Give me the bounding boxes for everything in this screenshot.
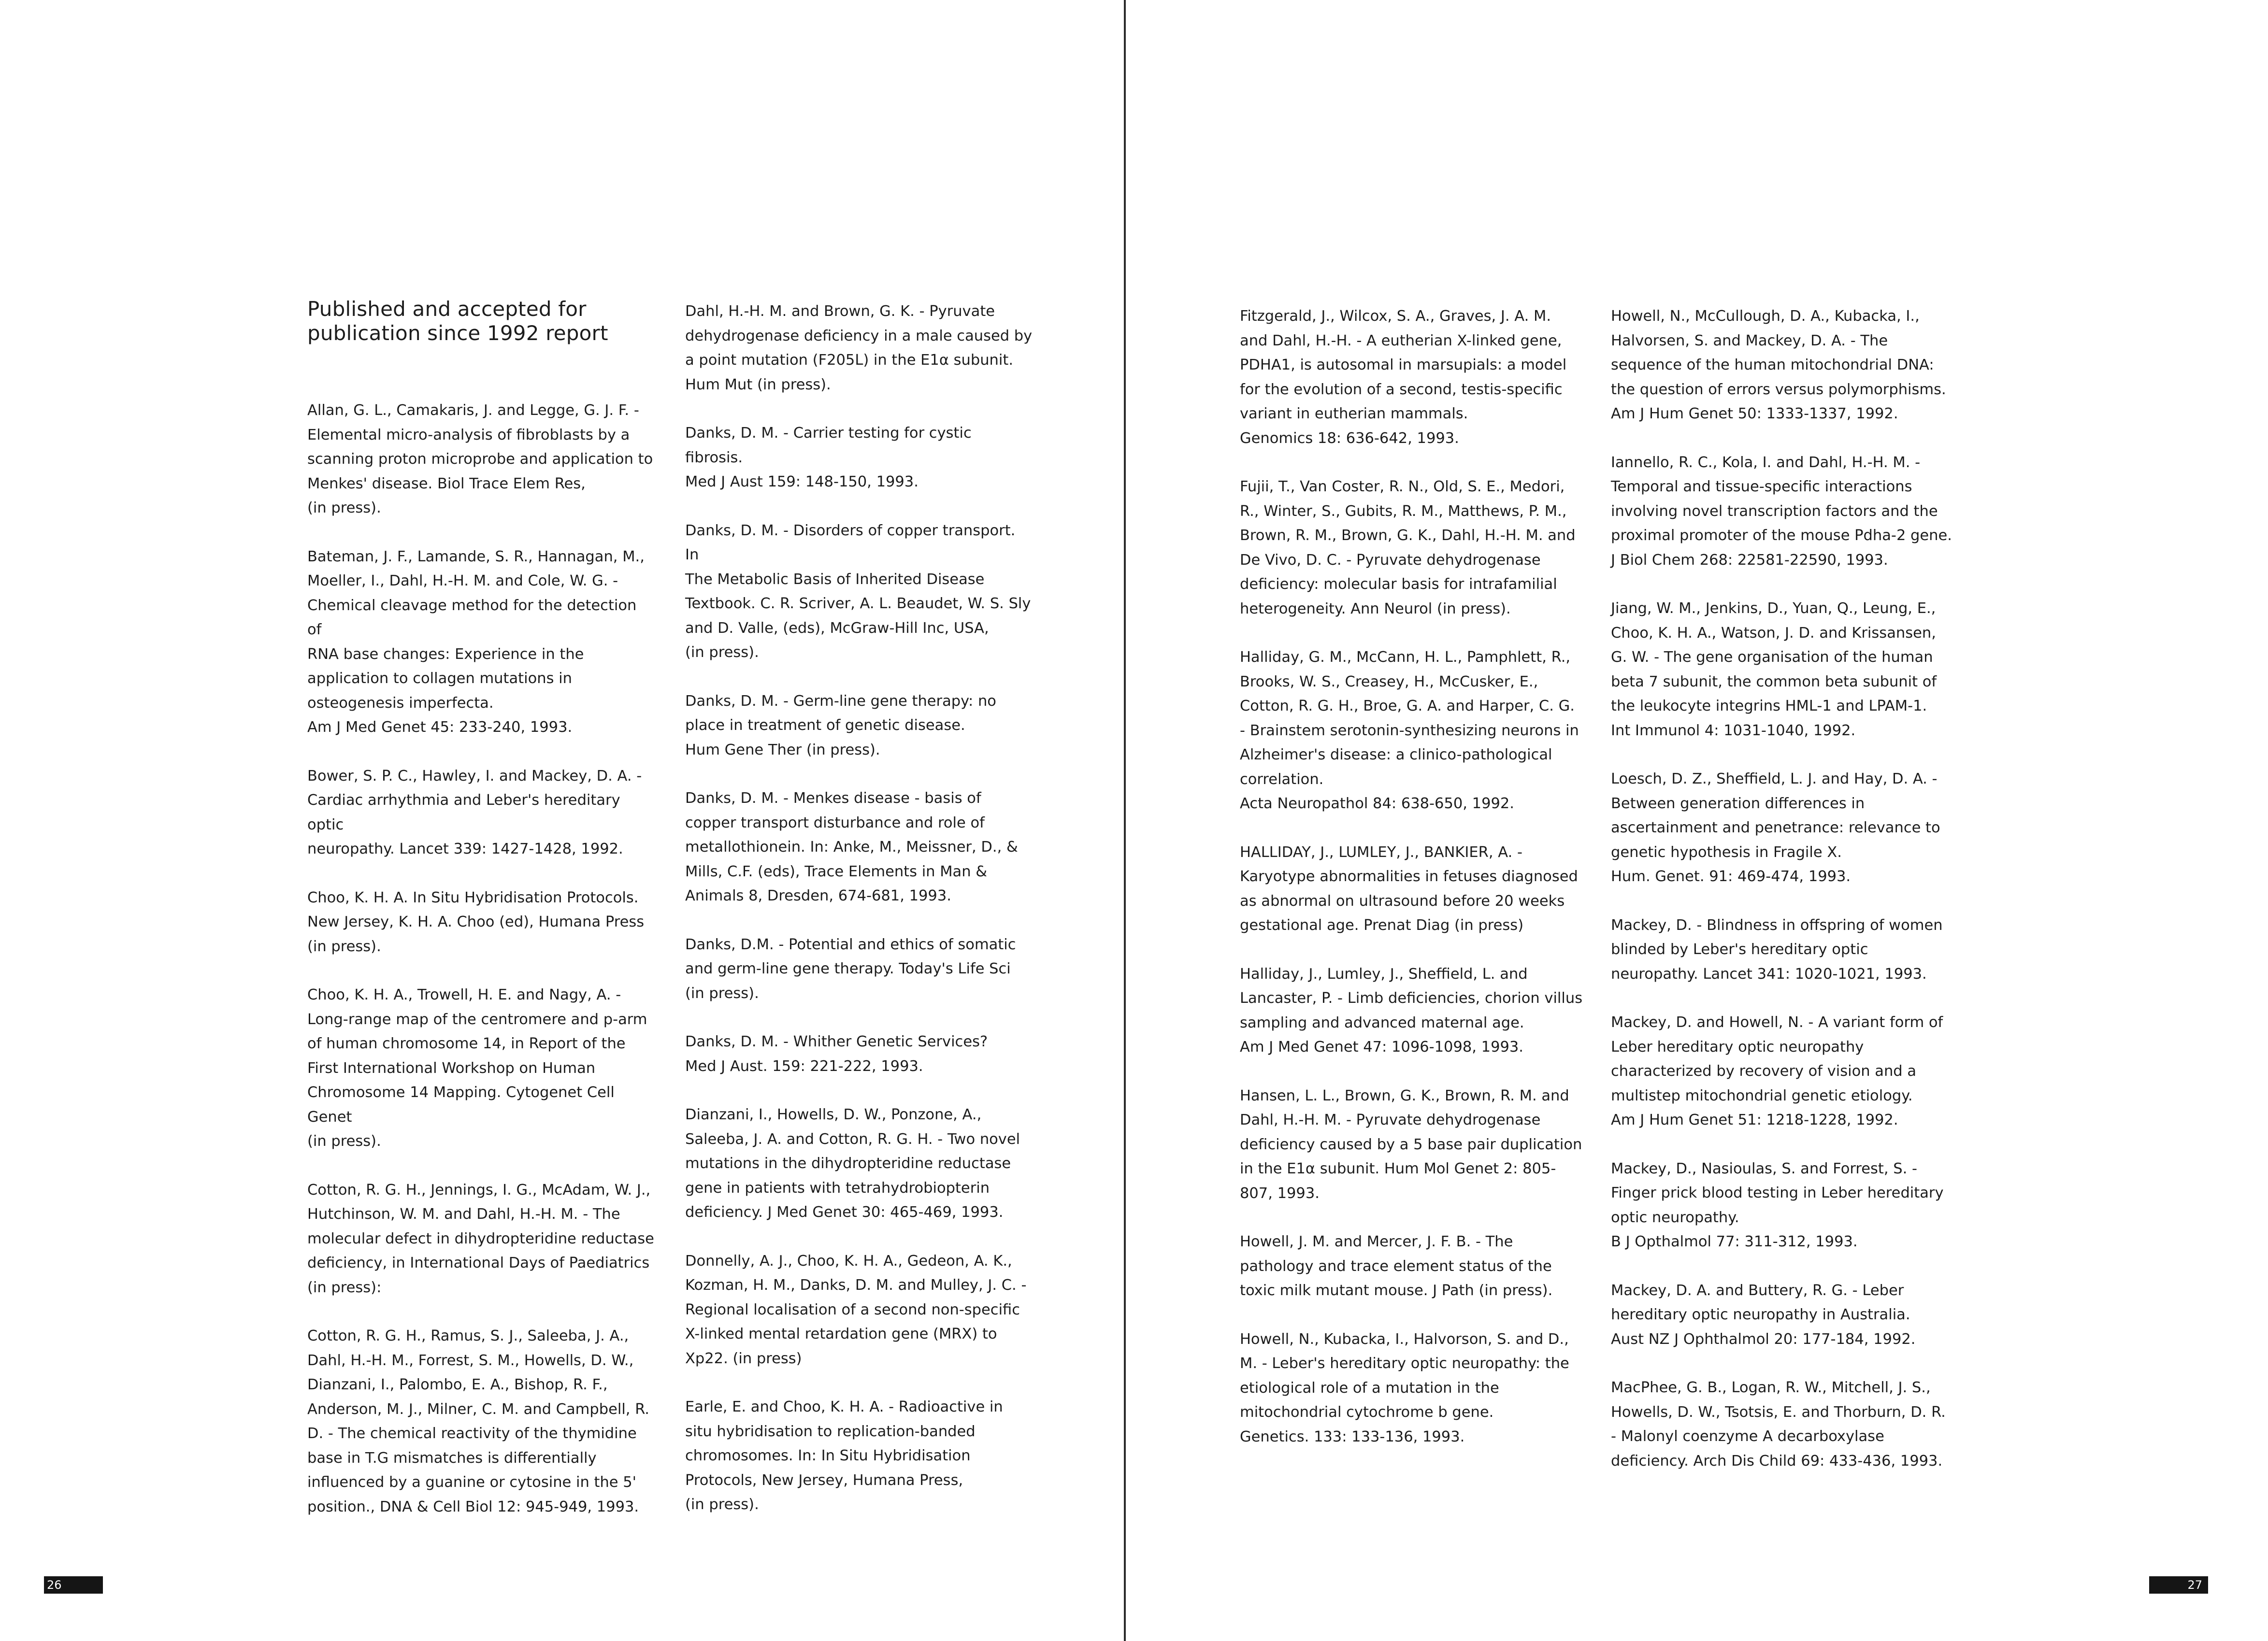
reference-entry: Choo, K. H. A., Trowell, H. E. and Nagy, A. - Long-range map of the centromere and p-arm of human chromosome 14, in Report of the First International Workshop on Human Chromosome 14 Mapping. Cytogenet Cell Genet (in press). — [307, 986, 647, 1150]
reference-entry: HALLIDAY, J., LUMLEY, J., BANKIER, A. - Karyotype abnormalities in fetuses diagnosed as abnormal on ultrasound before 20 weeks gestational age. Prenat Diag (in press) — [1240, 843, 1578, 934]
reference-entry: Fitzgerald, J., Wilcox, S. A., Graves, J. A. M. and Dahl, H.-H. - A eutherian X-linked gene, PDHA1, is autosomal in marsupials: a model for the evolution of a second, testis-specific variant in eutherian mammals. Genomics 18: 636-642, 1993. — [1240, 308, 1567, 447]
reference-entry: Danks, D.M. - Potential and ethics of somatic and germ-line gene therapy. Today's Life Sci (in press). — [685, 936, 1016, 1002]
reference-entry: Dahl, H.-H. M. and Brown, G. K. - Pyruvate dehydrogenase deficiency in a male caused by a point mutation (F205L) in the E1α subunit. Hum Mut (in press). — [685, 303, 1033, 393]
reference-entry: Iannello, R. C., Kola, I. and Dahl, H.-H. M. - Temporal and tissue-specific interactions involving novel transcription factors and the proximal promoter of the mouse Pdha-2 gene. J Biol Chem 268: 22581-22590, 1993. — [1611, 454, 1952, 569]
reference-entry: Fujii, T., Van Coster, R. N., Old, S. E., Medori, R., Winter, S., Gubits, R. M., Matthews, P. M., Brown, R. M., Brown, G. K., Dahl, H.-H. M. and De Vivo, D. C. - Pyruvate dehydrogenase deficiency: molecular basis for intrafamilial heterogeneity. Ann Neurol (in press). — [1240, 478, 1576, 617]
reference-entry: Donnelly, A. J., Choo, K. H. A., Gedeon, A. K., Kozman, H. M., Danks, D. M. and Mulley, J. C. - Regional localisation of a second non-specific X-linked mental retardation gene (MRX) to Xp22. (in press) — [685, 1252, 1027, 1367]
reference-entry: Jiang, W. M., Jenkins, D., Yuan, Q., Leung, E., Choo, K. H. A., Watson, J. D. and Krissansen, G. W. - The gene organisation of the human beta 7 subunit, the common beta subunit of the leukocyte integrins HML-1 and LPAM-1. Int Immunol 4: 1031-1040, 1992. — [1611, 600, 1937, 739]
reference-entry: Loesch, D. Z., Sheffield, L. J. and Hay, D. A. - Between generation differences in ascertainment and penetrance: relevance to genetic hypothesis in Fragile X. Hum. Genet. 91: 469-474, 1993. — [1611, 771, 1940, 885]
reference-entry: Mackey, D. - Blindness in offspring of women blinded by Leber's hereditary optic neuropathy. Lancet 341: 1020-1021, 1993. — [1611, 916, 1943, 983]
reference-column-2 — [685, 300, 1033, 1541]
reference-column-4 — [1611, 304, 1959, 1498]
reference-entry: Choo, K. H. A. In Situ Hybridisation Protocols. New Jersey, K. H. A. Choo (ed), Humana Press (in press). — [307, 889, 645, 955]
reference-entry: Bateman, J. F., Lamande, S. R., Hannagan, M., Moeller, I., Dahl, H.-H. M. and Cole, W. G. - Chemical cleavage method for the detection of RNA base changes: Experience in the application to collagen mutations in osteogenesis imperfecta. Am J Med Genet 45: 233-240, 1993. — [307, 548, 645, 736]
reference-entry: Halliday, J., Lumley, J., Sheffield, L. and Lancaster, P. - Limb deficiencies, chorion villus sampling and advanced maternal age. Am J Med Genet 47: 1096-1098, 1993. — [1240, 965, 1583, 1056]
reference-entry: Danks, D. M. - Whither Genetic Services? Med J Aust. 159: 221-222, 1993. — [685, 1033, 988, 1075]
page-number-left: 26 — [44, 1576, 103, 1594]
reference-entry: Allan, G. L., Camakaris, J. and Legge, G. J. F. - Elemental micro-analysis of fibroblasts by a scanning proton microprobe and application to Menkes' disease. Biol Trace Elem Res, (in press). — [307, 402, 653, 516]
reference-entry: Bower, S. P. C., Hawley, I. and Mackey, D. A. - Cardiac arrhythmia and Leber's hereditary optic neuropathy. Lancet 339: 1427-1428, 1992. — [307, 767, 642, 857]
reference-entry: Halliday, G. M., McCann, H. L., Pamphlett, R., Brooks, W. S., Creasey, H., McCusker, E., Cotton, R. G. H., Broe, G. A. and Harper, C. G. - Brainstem serotonin-synthesizing neurons in Alzheimer's disease: a clinico-pathological correlation. Acta Neuropathol 84: 638-650, 1992. — [1240, 649, 1579, 812]
reference-entry: Danks, D. M. - Disorders of copper transport. In The Metabolic Basis of Inherited Disease Textbook. C. R. Scriver, A. L. Beaudet, W. S. Sly and D. Valle, (eds), McGraw-Hill Inc, USA, (in press). — [685, 522, 1031, 661]
reference-entry: Mackey, D. and Howell, N. - A variant form of Leber hereditary optic neuropathy characterized by recovery of vision and a multistep mitochondrial genetic etiology. Am J Hum Genet 51: 1218-1228, 1992. — [1611, 1014, 1943, 1128]
left-page — [0, 0, 1126, 1641]
reference-column-3 — [1240, 304, 1588, 1473]
reference-entry: Cotton, R. G. H., Jennings, I. G., McAdam, W. J., Hutchinson, W. M. and Dahl, H.-H. M. - The molecular defect in dihydropteridine reductase deficiency, in International Days of Paediatrics (in press): — [307, 1181, 654, 1296]
reference-entry: Howell, N., Kubacka, I., Halvorson, S. and D., M. - Leber's hereditary optic neuropathy: the etiological role of a mutation in the mitochondrial cytochrome b gene. Genetics. 133: 133-136, 1993. — [1240, 1330, 1569, 1445]
reference-entry: Mackey, D. A. and Buttery, R. G. - Leber hereditary optic neuropathy in Australia. Aust NZ J Ophthalmol 20: 177-184, 1992. — [1611, 1282, 1916, 1348]
reference-entry: Howell, N., McCullough, D. A., Kubacka, I., Halvorsen, S. and Mackey, D. A. - The sequence of the human mitochondrial DNA: the question of errors versus polymorphisms. Am J Hum Genet 50: 1333-1337, 1992. — [1611, 308, 1946, 422]
reference-entry: Danks, D. M. - Germ-line gene therapy: no place in treatment of genetic disease. Hum Gene Ther (in press). — [685, 692, 996, 758]
reference-entry: MacPhee, G. B., Logan, R. W., Mitchell, J. S., Howells, D. W., Tsotsis, E. and Thorburn, D. R. - Malonyl coenzyme A decarboxylase deficiency. Arch Dis Child 69: 433-436, 1993. — [1611, 1379, 1946, 1470]
reference-entry: Hansen, L. L., Brown, G. K., Brown, R. M. and Dahl, H.-H. M. - Pyruvate dehydrogenase deficiency caused by a 5 base pair duplication in the E1α subunit. Hum Mol Genet 2: 805- 807, 1993. — [1240, 1087, 1582, 1202]
page-number-right: 27 — [2149, 1576, 2208, 1594]
section-heading: Published and accepted for publication since 1992 report — [307, 297, 608, 345]
reference-entry: Cotton, R. G. H., Ramus, S. J., Saleeba, J. A., Dahl, H.-H. M., Forrest, S. M., Howells, D. W., Dianzani, I., Palombo, E. A., Bishop, R. F., Anderson, M. J., Milner, C. M. and Campbell, R. D. - The chemical reactivity of the thymidine base in T.G mismatches is differentially influenced by a guanine or cytosine in the 5' position., DNA & Cell Biol 12: 945-949, 1993. — [307, 1327, 649, 1515]
reference-entry: Dianzani, I., Howells, D. W., Ponzone, A., Saleeba, J. A. and Cotton, R. G. H. - Two novel mutations in the dihydropteridine reductase gene in patients with tetrahydrobiopterin deficiency. J Med Genet 30: 465-469, 1993. — [685, 1106, 1020, 1221]
reference-entry: Earle, E. and Choo, K. H. A. - Radioactive in situ hybridisation to replication-banded chromosomes. In: In Situ Hybridisation Protocols, New Jersey, Humana Press, (in press). — [685, 1398, 1003, 1513]
reference-entry: Mackey, D., Nasioulas, S. and Forrest, S. - Finger prick blood testing in Leber hereditary optic neuropathy. B J Opthalmol 77: 311-312, 1993. — [1611, 1160, 1944, 1250]
reference-column-1 — [307, 297, 655, 1543]
reference-entry: Danks, D. M. - Menkes disease - basis of copper transport disturbance and role of metallothionein. In: Anke, M., Meissner, D., & Mills, C.F. (eds), Trace Elements in Man & Animals 8, Dresden, 674-681, 1993. — [685, 790, 1018, 904]
reference-entry: Howell, J. M. and Mercer, J. F. B. - The pathology and trace element status of the toxic milk mutant mouse. J Path (in press). — [1240, 1233, 1553, 1299]
reference-entry: Danks, D. M. - Carrier testing for cystic fibrosis. Med J Aust 159: 148-150, 1993. — [685, 425, 972, 490]
